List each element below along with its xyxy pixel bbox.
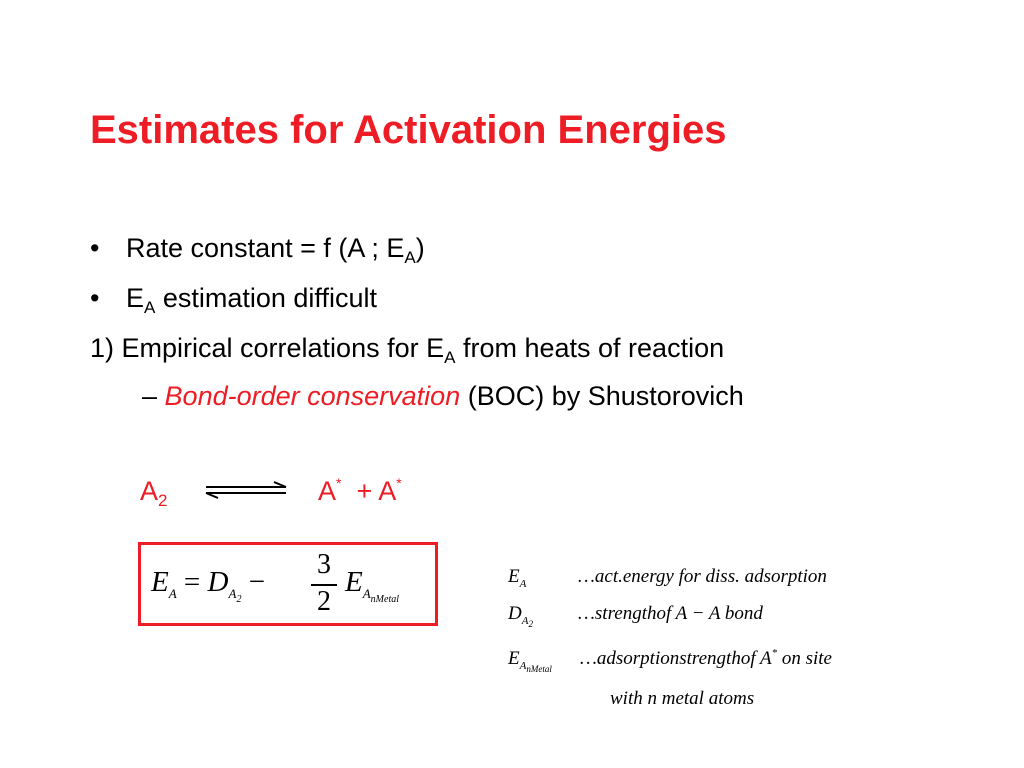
slide-title: Estimates for Activation Energies	[90, 108, 727, 152]
legend-da2-symbol: $D_{A_2}$	[508, 603, 533, 629]
bullet-rate-constant: Rate constant = f (A ; $E_A$)	[126, 233, 425, 267]
legend-da2-description: …strengthof A − A bond	[578, 603, 763, 624]
legend-metal-atoms: with n metal atoms	[610, 688, 755, 709]
legend-emetal-symbol: $E_{A_{nMetal}}$	[508, 648, 552, 674]
boc-emphasis: Bond-order conservation	[164, 381, 461, 411]
legend-ea-description: …act.energy for diss. adsorption	[578, 566, 827, 587]
legend-ea-symbol: $E_A$	[508, 566, 527, 590]
boc-equation-box	[138, 542, 438, 626]
equilibrium-arrows-icon	[200, 480, 292, 500]
numbered-item-empirical: 1) Empirical correlations for $E_A$ from heats of reaction	[90, 333, 725, 367]
equation-lhs: $E_A = D_{A_2}$ −	[151, 566, 266, 605]
equation-metal-term: $E_{A_{nMetal}}$	[345, 566, 399, 605]
subitem-boc: – Bond-order conservation (BOC) by Shustorovich	[142, 381, 744, 411]
reaction-products: A* + A*	[318, 475, 402, 506]
fraction-numerator: 3	[317, 549, 331, 580]
bullet-marker: •	[90, 233, 100, 263]
fraction-denominator: 2	[317, 586, 331, 617]
bullet-marker: •	[90, 283, 100, 313]
reaction-reactant: $A_2$	[140, 476, 168, 510]
legend-emetal-description: …adsorptionstrengthof A* on site	[580, 647, 832, 669]
bullet-ea-estimation: $E_A$ estimation difficult	[126, 283, 377, 317]
